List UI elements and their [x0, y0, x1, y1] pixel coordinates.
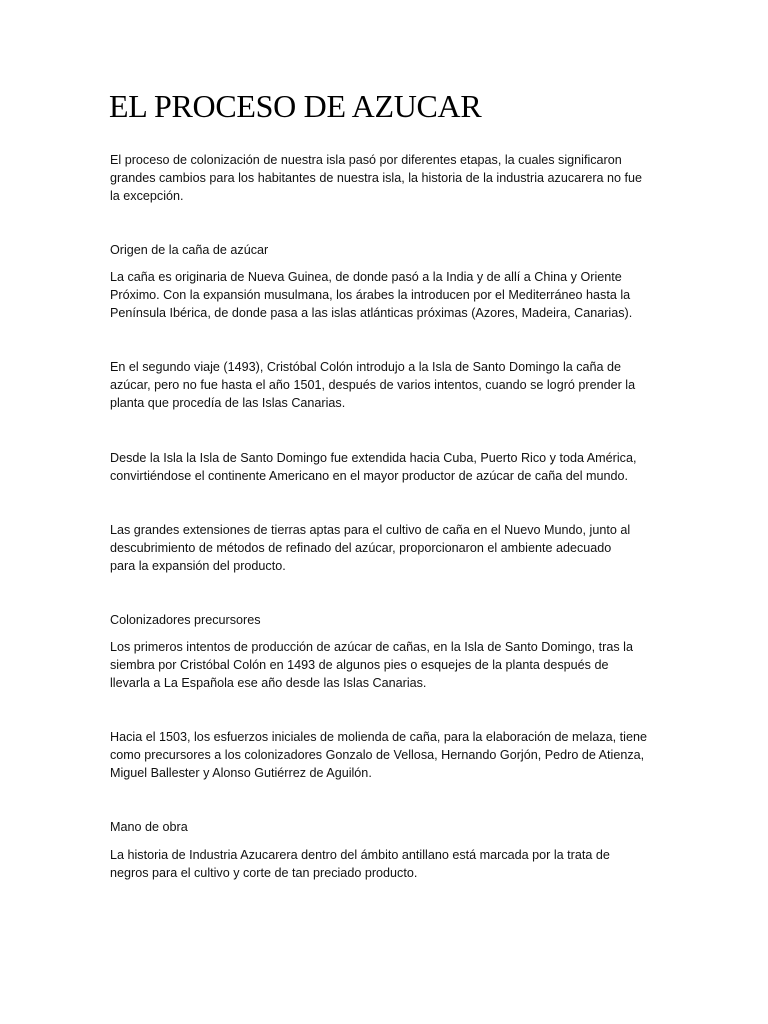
paragraph-line: planta que procedía de las Islas Canarias.	[110, 396, 346, 410]
paragraph-line: Desde la Isla la Isla de Santo Domingo fue extendida hacia Cuba, Puerto Rico y toda América,	[110, 451, 637, 465]
paragraph-line: La historia de Industria Azucarera dentro del ámbito antillano está marcada por la trata de	[110, 848, 610, 862]
intro-line: grandes cambios para los habitantes de nuestra isla, la historia de la industria azucarera no fue	[110, 171, 643, 185]
section-heading: Mano de obra	[110, 820, 188, 834]
paragraph-line: siembra por Cristóbal Colón en 1493 de algunos pies o esquejes de la planta después de	[110, 658, 609, 672]
paragraph-line: Hacia el 1503, los esfuerzos iniciales de molienda de caña, para la elaboración de melaza, tiene	[110, 730, 647, 744]
paragraph-line: descubrimiento de métodos de refinado del azúcar, proporcionaron el ambiente adecuado	[110, 541, 612, 555]
paragraph-line: En el segundo viaje (1493), Cristóbal Colón introdujo a la Isla de Santo Domingo la caña de	[110, 360, 622, 374]
intro-line: El proceso de colonización de nuestra isla pasó por diferentes etapas, la cuales significaron	[110, 153, 622, 167]
paragraph-line: Próximo. Con la expansión musulmana, los árabes la introducen por el Mediterráneo hasta la	[110, 288, 631, 302]
paragraph-line: llevarla a La Española ese año desde las Islas Canarias.	[110, 676, 427, 690]
paragraph-line: negros para el cultivo y corte de tan preciado producto.	[110, 866, 418, 880]
extension-paragraph	[110, 449, 670, 485]
origen-paragraph	[110, 268, 670, 322]
segundo-viaje-paragraph	[110, 358, 670, 412]
heading-origen	[110, 241, 670, 259]
heading-colonizadores	[110, 611, 670, 629]
mano-obra-paragraph	[110, 846, 670, 882]
section-heading: Colonizadores precursores	[110, 613, 261, 627]
paragraph-line: como precursores a los colonizadores Gonzalo de Vellosa, Hernando Gorjón, Pedro de Atienza,	[110, 748, 645, 762]
heading-mano-obra	[110, 818, 670, 836]
primeros-paragraph	[110, 638, 670, 692]
paragraph-line: Península Ibérica, de donde pasa a las islas atlánticas próximas (Azores, Madeira, Canarias).	[110, 306, 633, 320]
intro-paragraph	[110, 151, 670, 205]
paragraph-line: Las grandes extensiones de tierras aptas para el cultivo de caña en el Nuevo Mundo, junto al	[110, 523, 631, 537]
paragraph-line: Los primeros intentos de producción de azúcar de cañas, en la Isla de Santo Domingo, tras la	[110, 640, 633, 654]
paragraph-line: azúcar, pero no fue hasta el año 1501, después de varios intentos, cuando se logró prender la	[110, 378, 636, 392]
tierras-paragraph	[110, 521, 670, 575]
paragraph-line: Miguel Ballester y Alonso Gutiérrez de Aguilón.	[110, 766, 372, 780]
page-title: EL PROCESO DE AZUCAR	[109, 88, 482, 124]
paragraph-line: La caña es originaria de Nueva Guinea, de donde pasó a la India y de allí a China y Oriente	[110, 270, 622, 284]
paragraph-line: para la expansión del producto.	[110, 559, 286, 573]
paragraph-line: convirtiéndose el continente Americano en el mayor productor de azúcar de caña del mundo.	[110, 469, 629, 483]
hacia-1503-paragraph	[110, 728, 670, 782]
section-heading: Origen de la caña de azúcar	[110, 243, 269, 257]
intro-line: la excepción.	[110, 189, 184, 203]
